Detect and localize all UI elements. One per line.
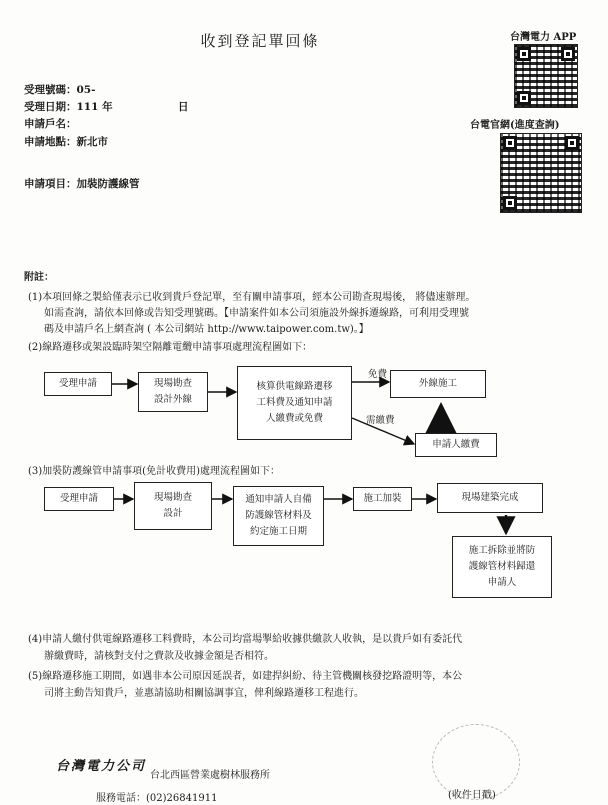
flow1-calc-fee-box: 核算供電線路遷移 工料費及通知申請 人繳費或免費 xyxy=(237,366,352,440)
note-5: (5)線路遷移施工期間，如遇非本公司原因延誤者，如建捍糾紛、待主管機關核發挖路證明等，本公 xyxy=(28,671,463,682)
flow1-survey-box: 現場勘查 設計外線 xyxy=(138,372,208,412)
page-title: 收到登記單回條 xyxy=(200,32,320,50)
flow1-free-label: 免費 xyxy=(368,369,388,380)
note-1-line2: 如需查詢，請依本回條或告知受理號碼。【申請案件如本公司須施設外線拆遷線路，可利用受理號 xyxy=(44,308,469,319)
office-name: 台北西區營業處樹林服務所 xyxy=(150,770,270,781)
flow2-building-done-box: 現場建築完成 xyxy=(437,483,543,513)
flow1-payment-box: 申請人繳費 xyxy=(415,433,497,457)
field-location: 申請地點：新北市 xyxy=(24,136,108,148)
notes-heading: 附註： xyxy=(24,272,54,283)
service-phone: 服務電話：(02)26841911 xyxy=(96,793,218,804)
flow2-install-box: 施工加裝 xyxy=(353,487,412,511)
app-qr-label: 台灣電力 APP xyxy=(510,32,577,43)
note-3: (3)加裝防護線管申請事項(免計收費用)處理流程圖如下： xyxy=(28,466,280,477)
note-4-line2: 辦繳費時，請核對支付之費款及收據金額是否相符。 xyxy=(44,651,274,662)
flow2-receive-box: 受理申請 xyxy=(44,487,114,511)
flow1-fee-label: 需繳費 xyxy=(366,415,395,426)
flow2-notify-box: 通知申請人自備 防護線管材料及 約定施工日期 xyxy=(233,486,324,546)
field-applicant-name: 申請戶名： xyxy=(24,118,77,130)
web-qr-label: 台電官網(進度查詢) xyxy=(470,120,560,131)
flow1-receive-box: 受理申請 xyxy=(44,372,112,396)
note-1: (1)本項回條之製給僅表示已收到貴戶登記單，至有關申請事項，經本公司勘查現場後， 將儘速辦理。 xyxy=(28,292,476,303)
note-2: (2)線路遷移或架設臨時架空隔離電纜申請事項處理流程圖如下： xyxy=(28,342,313,353)
field-receipt-date: 受理日期：111 年 xyxy=(24,101,113,113)
company-logo-text: 台灣電力公司 xyxy=(56,759,147,774)
note-5-line2: 司將主動告知貴戶，並惠請協助相關協調事宜，俾利線路遷移工程進行。 xyxy=(44,688,364,699)
receipt-stamp-label: (收件日戳) xyxy=(448,790,496,801)
flow1-construction-box: 外線施工 xyxy=(390,370,486,398)
note-4: (4)申請人繳付供電線路遷移工料費時，本公司均當場掣給收據供繳款人收執，是以貴戶如有委託代 xyxy=(28,634,463,645)
field-date-day: 日 xyxy=(178,101,189,113)
flow2-survey-box: 現場勘查 設計 xyxy=(134,482,212,530)
field-receipt-number: 受理號碼：05- xyxy=(24,84,96,96)
note-1-line3: 碼及申請戶名上網查詢 ( 本公司網站 http://www.taipower.com.tw)。】 xyxy=(44,324,369,335)
flow2-remove-return-box: 施工拆除並將防 護線管材料歸還 申請人 xyxy=(452,536,552,598)
field-application-item: 申請項目：加裝防護線管 xyxy=(24,178,140,190)
